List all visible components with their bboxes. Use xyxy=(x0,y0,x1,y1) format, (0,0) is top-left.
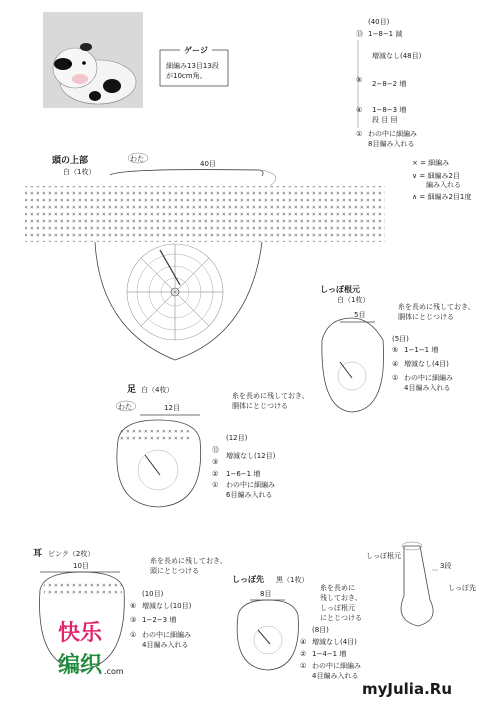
head-subtitle: 白（1枚） xyxy=(63,168,96,176)
leg-total: (12目) xyxy=(226,434,248,442)
tail-tip-plain: 増減なし(4目) xyxy=(312,638,357,646)
ear-plain: 増減なし(10目) xyxy=(142,602,192,610)
svg-text:⑫: ⑫ xyxy=(212,446,219,454)
tail-base-note1: 糸を長めに残しておき、 xyxy=(398,303,475,311)
leg-title: 足 xyxy=(127,385,137,395)
site-watermark: myJulia.Ru xyxy=(362,680,452,698)
head-top-diagram xyxy=(25,153,385,360)
tail-base-title: しっぽ根元 xyxy=(320,285,360,294)
ear-count: 10目 xyxy=(73,562,89,570)
leg-diagram xyxy=(116,384,309,507)
gauge-box xyxy=(160,45,228,86)
leg-wata-label: わた xyxy=(118,403,132,411)
legend-inc-2: 編み入れる xyxy=(426,181,461,189)
gauge-line1: 細編み13目13段 xyxy=(166,62,219,70)
svg-text:③: ③ xyxy=(212,458,219,466)
ear-inc: 1−2−3 増 xyxy=(142,616,177,624)
head-step-decrease: 1−8−1 減 xyxy=(368,30,403,38)
tail-assembly-rows: 3段 xyxy=(440,562,452,570)
svg-text:①: ① xyxy=(300,662,307,670)
leg-ring: わの中に細編み xyxy=(226,481,275,489)
svg-text:①: ① xyxy=(130,631,137,639)
leg-plain: 増減なし(12目) xyxy=(226,452,276,460)
tail-base-note2: 胴体にとじつける xyxy=(398,313,454,321)
head-wata-label: わた xyxy=(130,155,144,163)
svg-text:③: ③ xyxy=(130,616,137,624)
tail-tip-note4: にとじつける xyxy=(320,614,362,622)
head-step-plain: 増減なし(48目) xyxy=(372,52,422,60)
svg-text:④: ④ xyxy=(392,360,399,368)
ear-title: 耳 xyxy=(33,549,43,559)
ear-ring2: 4目編み入れる xyxy=(142,641,189,649)
tail-assembly-tip: しっぽ先 xyxy=(448,584,476,592)
leg-ring2: 6目編み入れる xyxy=(226,491,273,499)
svg-text:④: ④ xyxy=(356,106,363,114)
svg-text:②: ② xyxy=(212,470,219,478)
legend-sc: × = 細編み xyxy=(412,159,450,167)
tail-base-plain: 増減なし(4目) xyxy=(404,360,449,368)
ear-ring: わの中に細編み xyxy=(142,631,191,639)
tail-tip-diagram xyxy=(232,574,362,680)
leg-inc: 1−6−1 増 xyxy=(226,470,261,478)
head-row-steps xyxy=(356,18,422,148)
tail-tip-note1: 糸を長めに xyxy=(320,584,355,592)
tail-assembly-diagram xyxy=(366,542,476,626)
tail-assembly-base: しっぽ根元 xyxy=(366,552,401,560)
watermark-cn-top: 快乐 xyxy=(58,620,103,646)
head-count: 40目 xyxy=(200,160,216,168)
head-title: 頭の上部 xyxy=(52,156,89,166)
tail-base-total: (5目) xyxy=(392,335,409,343)
tail-base-subtitle: 白（1枚） xyxy=(337,296,370,304)
tail-tip-note3: しっぽ根元 xyxy=(320,604,355,612)
head-step-total: (40目) xyxy=(368,18,390,26)
tail-base-count: 5目 xyxy=(354,311,366,319)
svg-text:②: ② xyxy=(300,650,307,658)
head-step-increase2: 2−8−2 増 xyxy=(372,80,407,88)
svg-text:⑬: ⑬ xyxy=(356,30,363,38)
tail-base-ring2: 4目編み入れる xyxy=(404,384,451,392)
svg-text:④: ④ xyxy=(300,638,307,646)
tail-tip-note2: 残しておき、 xyxy=(320,594,362,602)
tail-tip-count: 8目 xyxy=(260,590,272,598)
gauge-line2: が10cm角。 xyxy=(166,72,207,80)
ear-note1: 糸を長めに残しておき、 xyxy=(150,557,227,565)
tail-tip-total: (8目) xyxy=(312,626,329,634)
head-step-legend: 段 目 回 xyxy=(372,116,398,124)
watermark-com: .com xyxy=(104,667,124,676)
tail-tip-ring2: 4目編み入れる xyxy=(312,672,359,680)
head-step-increase1: 1−8−3 増 xyxy=(372,106,407,114)
legend-dec: ∧ = 細編み2目1度 xyxy=(412,193,472,201)
head-step-ring: わの中に細編み xyxy=(368,130,417,138)
legend-inc: ∨ = 細編み2目 xyxy=(412,172,460,180)
ear-note2: 頭にとじつける xyxy=(150,567,199,575)
tail-tip-subtitle: 黒（1枚） xyxy=(276,576,309,584)
svg-text:⑤: ⑤ xyxy=(356,76,363,84)
svg-text:①: ① xyxy=(356,130,363,138)
svg-text:①: ① xyxy=(392,374,399,382)
tail-tip-ring: わの中に細編み xyxy=(312,662,361,670)
gauge-title: ゲージ xyxy=(184,46,208,55)
tail-base-diagram xyxy=(320,284,475,412)
ear-subtitle: ピンク（2枚） xyxy=(48,550,95,558)
tail-base-inc: 1−1−1 増 xyxy=(404,346,439,354)
watermark-cn-bottom: 编织 xyxy=(58,652,103,678)
ear-total: (10目) xyxy=(142,590,164,598)
tail-base-ring: わの中に細編み xyxy=(404,374,453,382)
tail-tip-title: しっぽ先 xyxy=(232,575,264,584)
svg-text:⑥: ⑥ xyxy=(130,602,137,610)
tail-tip-inc: 1−4−1 増 xyxy=(312,650,347,658)
stitch-legend xyxy=(412,158,471,201)
leg-note1: 糸を長めに残しておき、 xyxy=(232,392,309,400)
svg-text:⑤: ⑤ xyxy=(392,346,399,354)
svg-text:①: ① xyxy=(212,481,219,489)
leg-subtitle: 白（4枚） xyxy=(141,386,174,394)
leg-count: 12目 xyxy=(164,404,180,412)
leg-note2: 胴体にとじつける xyxy=(232,402,288,410)
head-step-ring2: 8目編み入れる xyxy=(368,140,415,148)
cow-plush-photo xyxy=(43,12,143,108)
